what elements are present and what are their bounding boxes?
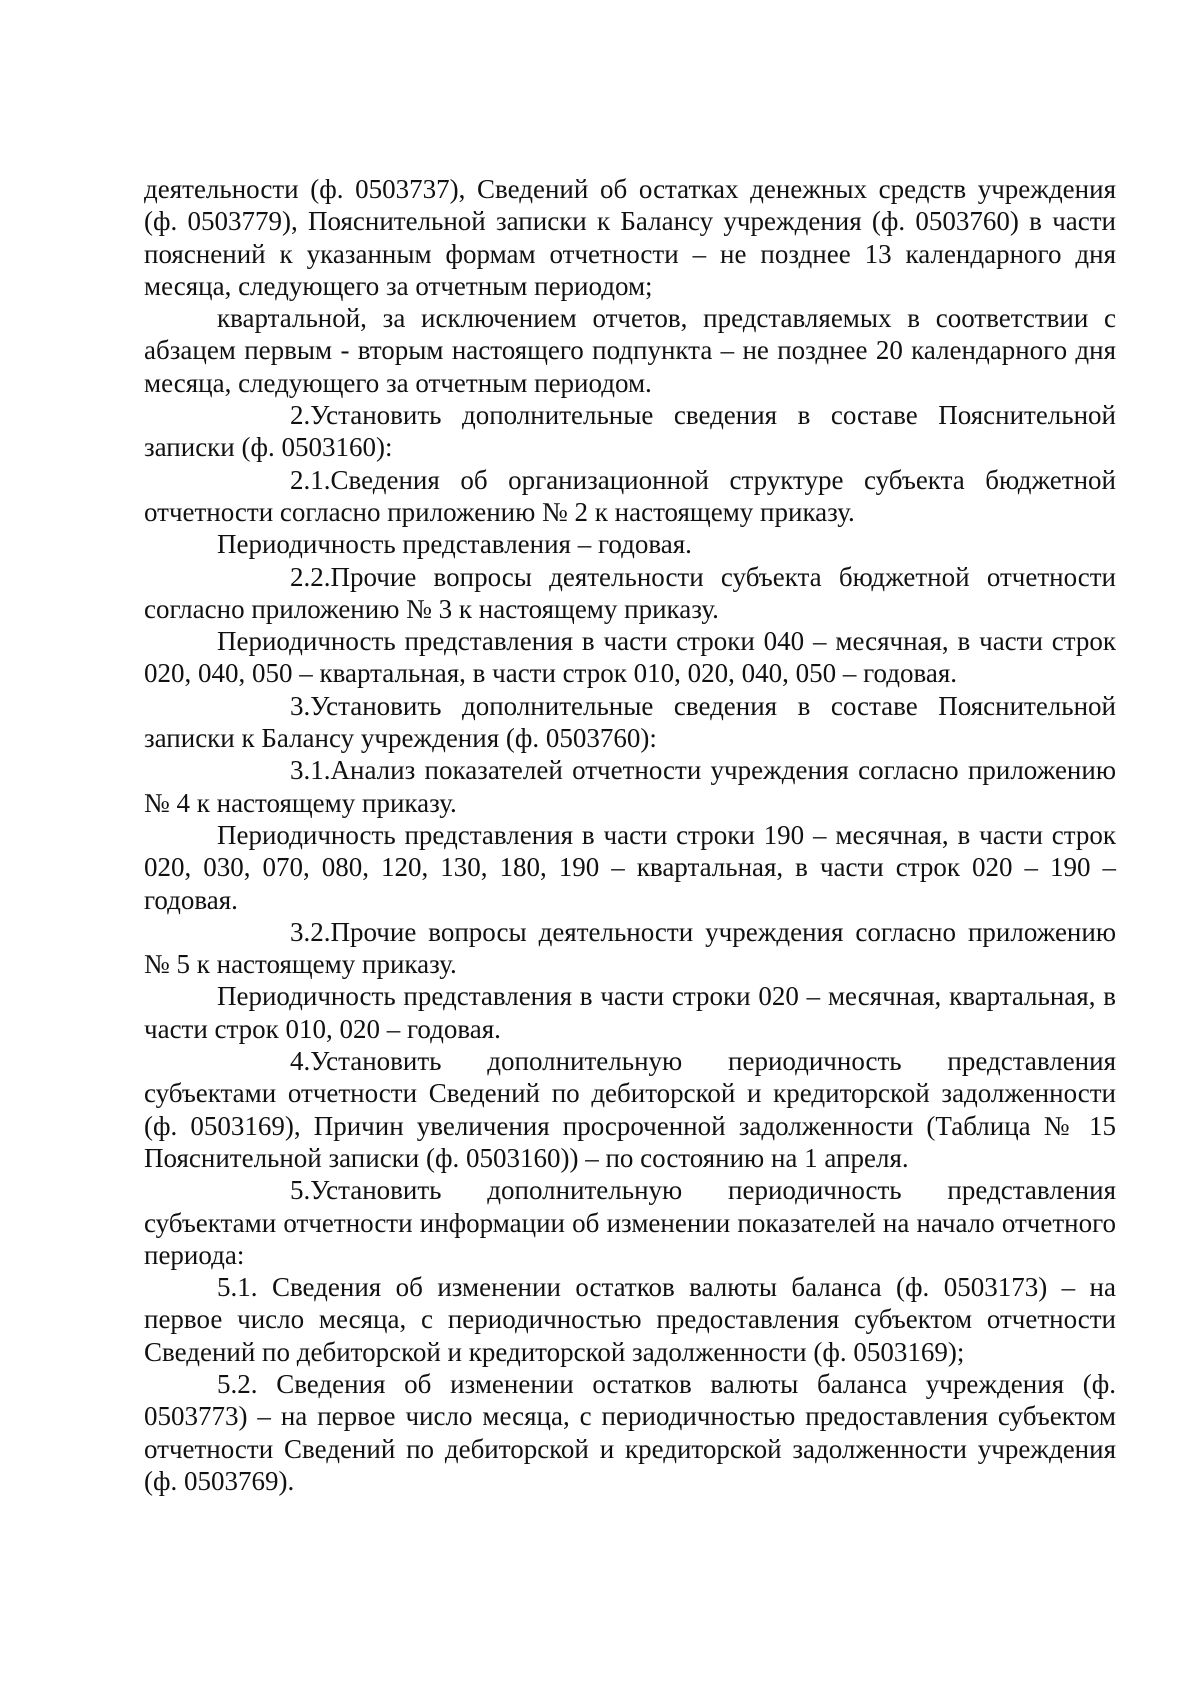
paragraph-periodicity: [144, 625, 1116, 690]
paragraph-text: 5.1. Сведения об изменении остатков валюты баланса (ф. 0503173) – на первое число месяца, с периодичностью предоставления субъектом отчетности Сведений по дебиторской и кредиторской задолженности (ф. 0503169);: [144, 1272, 1116, 1367]
paragraph-text: Периодичность представления – годовая.: [217, 529, 692, 560]
item-number: 2.: [290, 400, 311, 431]
paragraph-text: Установить дополнительные сведения в составе Пояснительной записки к Балансу учреждения (ф. 0503760):: [144, 690, 1116, 754]
document-body: [144, 173, 1116, 1497]
paragraph-text: Установить дополнительную периодичность представления субъектами отчетности информации об изменении показателей на начало отчетного периода:: [144, 1175, 1116, 1270]
item-number: 3.: [290, 690, 311, 721]
item-number: 2.2.: [290, 561, 331, 592]
paragraph-item-3: [144, 690, 1116, 755]
paragraph-item-5-2: [144, 1368, 1116, 1497]
paragraph-text: Анализ показателей отчетности учреждения согласно приложению № 4 к настоящему приказу.: [144, 755, 1116, 818]
paragraph-item-5-1: [144, 1271, 1116, 1368]
paragraph-text: Периодичность представления в части строки 020 – месячная, квартальная, в части строк 010, 020 – годовая.: [144, 981, 1116, 1044]
paragraph-text: Прочие вопросы деятельности учреждения согласно приложению № 5 к настоящему приказу.: [144, 916, 1116, 980]
paragraph-text: 5.2. Сведения об изменении остатков валюты баланса учреждения (ф. 0503773) – на первое число месяца, с периодичностью предоставления субъектом отчетности Сведений по дебиторской и кредиторской задолженности учреждения (ф. 0503769).: [144, 1368, 1116, 1496]
item-number: 2.1.: [290, 464, 331, 495]
paragraph-periodicity: [144, 980, 1116, 1045]
paragraph-item-4: [144, 1045, 1116, 1174]
item-number: 3.2.: [290, 916, 331, 947]
paragraph-item-2-1: [144, 464, 1116, 529]
paragraph-item-2: [144, 399, 1116, 464]
item-number: 5.: [290, 1175, 311, 1206]
paragraph-item-5: [144, 1174, 1116, 1271]
paragraph-periodicity: [144, 819, 1116, 916]
paragraph-text: Периодичность представления в части строки 040 – месячная, в части строк 020, 040, 050 – квартальная, в части строк 010, 020, 040, 050 – годовая.: [144, 626, 1116, 689]
paragraph-item-3-1: [144, 754, 1116, 819]
paragraph-text: Прочие вопросы деятельности субъекта бюджетной отчетности согласно приложению № 3 к настоящему приказу.: [144, 561, 1116, 624]
paragraph-text: Установить дополнительные сведения в составе Пояснительной записки (ф. 0503160):: [144, 400, 1116, 463]
paragraph-text: Периодичность представления в части строки 190 – месячная, в части строк 020, 030, 070, 080, 120, 130, 180, 190 – квартальная, в части строк 020 – 190 –годовая.: [144, 819, 1116, 915]
paragraph-item-2-2: [144, 561, 1116, 626]
paragraph-periodicity: [144, 528, 1116, 560]
paragraph-text: деятельности (ф. 0503737), Сведений об остатках денежных средств учреждения (ф. 0503779), Пояснительной записки к Балансу учреждения (ф. 0503760) в части пояснений к указанным формам отчетности – не позднее 13 календарного дня месяца, следующего за отчетным периодом;: [144, 174, 1116, 301]
paragraph-text: Сведения об организационной структуре субъекта бюджетной отчетности согласно приложению № 2 к настоящему приказу.: [144, 464, 1116, 527]
paragraph-item-3-2: [144, 916, 1116, 981]
paragraph-text: Установить дополнительную периодичность представления субъектами отчетности Сведений по дебиторской и кредиторской задолженности (ф. 0503169), Причин увеличения просроченной задолженности (Таблица № 15 Пояснительной записки (ф. 0503160)) – по состоянию на 1 апреля.: [144, 1046, 1116, 1173]
item-number: 3.1.: [290, 755, 331, 786]
item-number: 4.: [290, 1046, 311, 1077]
paragraph-quarterly: [144, 302, 1116, 399]
paragraph-text: квартальной, за исключением отчетов, представляемых в соответствии с абзацем первым - вторым настоящего подпункта – не позднее 20 календарного дня месяца, следующего за отчетным периодом.: [144, 303, 1116, 398]
paragraph-continuation: [144, 173, 1116, 302]
